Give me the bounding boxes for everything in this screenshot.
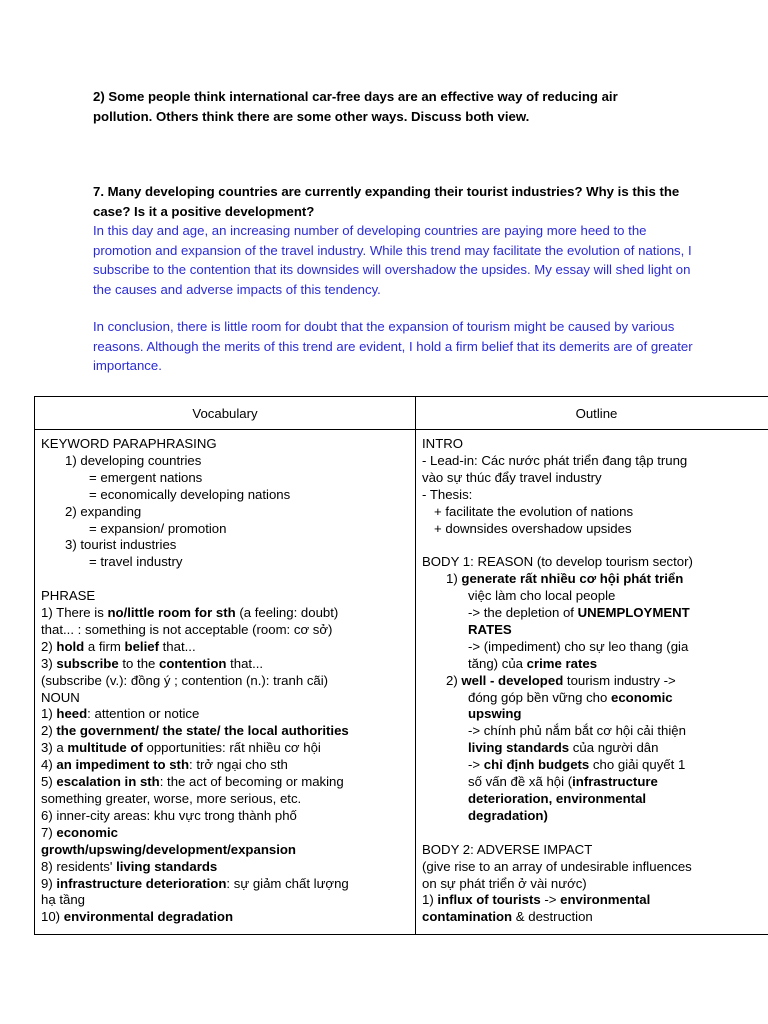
keyword-1-synonym-a: = emergent nations bbox=[89, 469, 203, 485]
noun-1: 1) heed: attention or notice bbox=[41, 706, 200, 722]
question-7 bbox=[93, 182, 693, 221]
thesis-point-1: + facilitate the evolution of nations bbox=[434, 503, 634, 519]
noun-8: 8) residents' living standards bbox=[41, 858, 218, 874]
phrase-3-cont: (subscribe (v.): đồng ý ; contention (n.): tranh cãi) bbox=[41, 672, 329, 688]
vocabulary-cell bbox=[35, 430, 416, 935]
body-1-point-1-d: RATES bbox=[468, 621, 512, 637]
phrase-3: 3) subscribe to the contention that... bbox=[41, 655, 264, 671]
keyword-2: 2) expanding bbox=[65, 503, 142, 519]
keyword-1: 1) developing countries bbox=[65, 452, 202, 468]
body-1-point-2-c: upswing bbox=[468, 706, 522, 722]
thesis-label: - Thesis: bbox=[422, 486, 473, 502]
body-1-point-2-b: đóng góp bền vững cho economic bbox=[468, 689, 673, 705]
lead-in-cont: vào sự thúc đẩy travel industry bbox=[422, 469, 602, 485]
phrase-2: 2) hold a firm belief that... bbox=[41, 638, 196, 654]
intro-title: INTRO bbox=[422, 436, 464, 451]
body-1-point-2-e: living standards của người dân bbox=[468, 740, 659, 756]
thesis-point-2: + downsides overshadow upsides bbox=[434, 520, 632, 536]
keyword-3-synonym: = travel industry bbox=[89, 554, 183, 570]
noun-10: 10) environmental degradation bbox=[41, 909, 234, 925]
phrase-title: PHRASE bbox=[41, 588, 96, 604]
body-1-point-1-b: việc làm cho local people bbox=[468, 588, 616, 604]
body-1-point-2-d: -> chính phủ nắm bắt cơ hội cải thiện bbox=[468, 723, 686, 739]
body-2-title: BODY 2: ADVERSE IMPACT bbox=[422, 841, 593, 857]
noun-7: 7) economic bbox=[41, 824, 118, 840]
noun-9-cont: hạ tầng bbox=[41, 892, 85, 908]
body-2-desc-2: on sự phát triển ở vài nước) bbox=[422, 875, 587, 891]
noun-title: NOUN bbox=[41, 689, 80, 705]
body-1-point-2-g: số vấn đề xã hội (infrastructure bbox=[468, 774, 658, 790]
body-2-point-1-cont: contamination & destruction bbox=[422, 909, 593, 925]
noun-5-cont: something greater, worse, more serious, etc. bbox=[41, 791, 302, 807]
keyword-2-synonym: = expansion/ promotion bbox=[89, 520, 227, 536]
phrase-1: 1) There is no/little room for sth (a feeling: doubt) bbox=[41, 605, 339, 621]
noun-3: 3) a multitude of opportunities: rất nhiều cơ hội bbox=[41, 740, 321, 756]
essay-conclusion bbox=[93, 317, 693, 376]
body-1-point-1-e: -> (impediment) cho sự leo thang (gia bbox=[468, 638, 689, 654]
vocabulary-header: Vocabulary bbox=[35, 397, 416, 430]
lead-in: - Lead-in: Các nước phát triển đang tập trung bbox=[422, 452, 688, 468]
body-1-title: BODY 1: REASON (to develop tourism sector) bbox=[422, 554, 693, 570]
question-7-text: 7. Many developing countries are currently expanding their tourist industries? Why is this the case? Is it a positive development? bbox=[93, 184, 680, 219]
body-1-point-2-i: degradation) bbox=[468, 807, 548, 823]
noun-4: 4) an impediment to sth: trở ngại cho sth bbox=[41, 757, 288, 773]
body-1-point-1-f: tăng) của crime rates bbox=[468, 655, 598, 671]
vocab-outline-table bbox=[34, 396, 768, 935]
body-1-point-2-f: -> chỉ định budgets cho giải quyết 1 bbox=[468, 757, 686, 773]
introduction-text: In this day and age, an increasing number of developing countries are paying more heed to the promotion and expansion of the travel industry. While this trend may facilitate the evolution of nations, I subscribe to the contention that its downsides will overshadow the upsides. My essay will shed light on the causes and adverse impacts of this tendency. bbox=[93, 223, 692, 297]
body-1-point-2: 2) well - developed tourism industry -> bbox=[446, 672, 676, 688]
outline-cell bbox=[416, 430, 768, 935]
essay-introduction bbox=[93, 221, 693, 299]
noun-7-cont: growth/upswing/development/expansion bbox=[41, 841, 296, 857]
noun-5: 5) escalation in sth: the act of becoming or making bbox=[41, 774, 344, 790]
outline-header: Outline bbox=[416, 397, 768, 430]
noun-2: 2) the government/ the state/ the local authorities bbox=[41, 723, 349, 739]
question-2 bbox=[93, 87, 673, 126]
noun-9: 9) infrastructure deterioration: sự giảm chất lượng bbox=[41, 875, 349, 891]
keyword-1-synonym-b: = economically developing nations bbox=[89, 486, 291, 502]
question-2-text: 2) Some people think international car-free days are an effective way of reducing air pollution. Others think there are some other ways. Discuss both view. bbox=[93, 89, 618, 124]
body-2-desc-1: (give rise to an array of undesirable influences bbox=[422, 858, 692, 874]
noun-6: 6) inner-city areas: khu vực trong thành phố bbox=[41, 807, 297, 823]
keyword-3: 3) tourist industries bbox=[65, 537, 177, 553]
body-1-point-1-c: -> the depletion of UNEMPLOYMENT bbox=[468, 605, 690, 621]
conclusion-text: In conclusion, there is little room for doubt that the expansion of tourism might be caused by various reasons. Although the merits of this trend are evident, I hold a firm belief that its demerits are of greater importance. bbox=[93, 319, 693, 373]
body-1-point-2-h: deterioration, environmental bbox=[468, 791, 647, 807]
keyword-title: KEYWORD PARAPHRASING bbox=[41, 436, 217, 451]
body-1-point-1: 1) generate rất nhiều cơ hội phát triển bbox=[446, 571, 684, 587]
phrase-1-cont: that... : something is not acceptable (room: cơ sở) bbox=[41, 621, 333, 637]
body-2-point-1: 1) influx of tourists -> environmental bbox=[422, 892, 651, 908]
